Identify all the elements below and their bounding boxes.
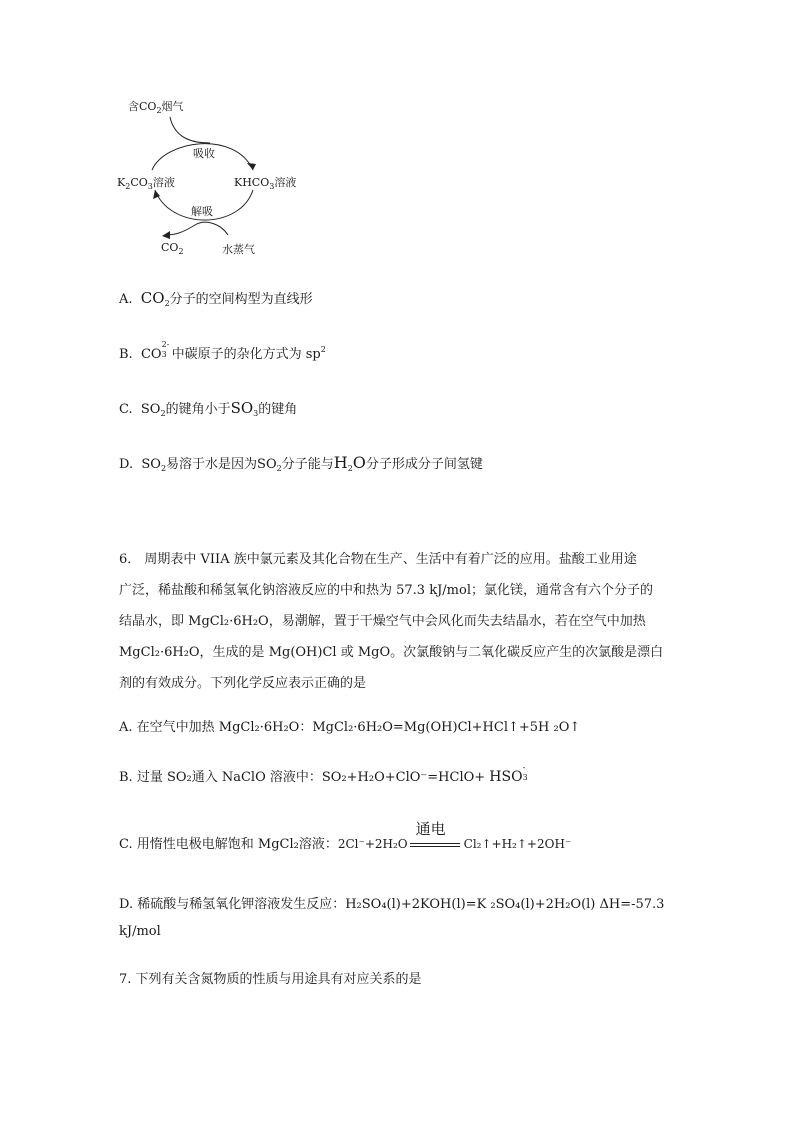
flue-gas-sub: 2: [156, 106, 162, 115]
q6-option-b: [119, 763, 531, 785]
flue-gas-prefix: 含CO: [128, 100, 157, 113]
q5-d-f1: SO: [141, 457, 161, 472]
q5-c-f1: SO: [140, 402, 161, 417]
q5-d-s3: 2: [347, 464, 353, 473]
co2-out-arrowhead: [162, 231, 170, 239]
q5-a-text: 分子的空间构型为直线形: [169, 292, 313, 307]
q5-d-end: 分子形成分子间氢键: [365, 457, 483, 472]
q5-c-mid: 的键角小于: [165, 402, 231, 417]
absorb-arrowhead: [247, 163, 256, 170]
q5-b-sup: 2-: [161, 340, 170, 349]
q6-b-text: B. 过量 SO₂通入 NaClO 溶液中：SO₂+H₂O+ClO⁻=HClO+: [119, 770, 490, 785]
q5-b-letter: B.: [119, 347, 133, 362]
q6-stem-line-2: 广泛，稀盐酸和稀氢氧化钠溶液反应的中和热为 57.3 kJ/mol；氯化镁，通常含有六个分子的: [119, 583, 653, 598]
q6-c-eq-line-bottom: [410, 846, 460, 847]
k2co3-k: K: [117, 176, 126, 189]
q5-d-s1: 2: [160, 464, 167, 473]
q6-option-d-line-1: D. 稀硫酸与稀氢氧化钾溶液发生反应：H₂SO₄(l)+2KOH(l)=K ₂SO₄(l)+2H₂O(l) ΔH=-57.3: [119, 897, 665, 912]
k2co3-sub2: 3: [147, 182, 153, 191]
q5-c-s2: 3: [253, 409, 259, 418]
q6-stem-line-5: 剂的有效成分。下列化学反应表示正确的是: [119, 676, 367, 691]
q6-c-text: C. 用惰性电极电解饱和 MgCl₂溶液：: [119, 837, 338, 852]
flue-gas-inflow-arc: [170, 117, 210, 143]
diagram-label-absorb: 吸收: [193, 147, 215, 160]
q5-d-f3: H: [333, 453, 348, 472]
q5-a-sub: 2: [164, 299, 170, 308]
q5-a-formula: CO: [140, 289, 165, 307]
q5-d-mid1: 易溶于水是因为: [166, 457, 258, 472]
q5-option-d: [119, 453, 483, 473]
q5-c-letter: C.: [119, 402, 133, 417]
k2co3-sub1: 2: [125, 182, 131, 191]
q5-d-s2: 2: [276, 464, 282, 473]
q5-b-sub: 3: [161, 350, 167, 359]
q6-c-condition: 通电: [415, 819, 446, 838]
q6-option-a: A. 在空气中加热 MgCl₂·6H₂O：MgCl₂·6H₂O=Mg(OH)Cl+HCl↑+5H ₂O↑: [119, 720, 581, 735]
q5-d-letter: D.: [119, 457, 134, 472]
khco3-suffix: 溶液: [274, 176, 297, 189]
q5-option-a: [119, 288, 313, 308]
q6-stem-line-3: 结晶水，即 MgCl₂·6H₂O，易潮解，置于干燥空气中会风化而失去结晶水，若在空气中加热: [119, 614, 646, 629]
q5-d-f3b: O: [352, 453, 366, 472]
khco3-sub: 3: [269, 182, 275, 191]
diagram-label-flue-gas: [128, 98, 184, 115]
q6-b-sub: 3: [522, 773, 528, 782]
q6-stem-line-1: 6． 周期表中 VIIA 族中氯元素及其化合物在生产、生活中有着广泛的应用。盐酸工业用途: [119, 552, 637, 567]
q5-option-c: [119, 398, 297, 418]
co2-prefix: CO: [161, 241, 179, 254]
q5-c-end: 的键角: [258, 402, 298, 417]
steam-co2-arc: [165, 222, 228, 235]
diagram-label-khco3: [234, 174, 296, 191]
q6-c-electrolysis-sign: [408, 819, 464, 852]
q5-a-letter: A.: [119, 292, 133, 307]
diagram-label-steam: 水蒸气: [222, 243, 255, 256]
q5-c-f2: SO: [230, 399, 254, 417]
diagram-label-co2: [161, 241, 184, 256]
diagram-label-k2co3: [117, 174, 175, 191]
q5-b-subsup: [161, 340, 172, 359]
q5-c-s1: 2: [160, 409, 166, 418]
khco3-prefix: KHCO: [234, 176, 270, 189]
q5-b-sup2: 2: [320, 345, 326, 354]
q5-option-b: [119, 340, 326, 362]
q6-c-left: 2Cl⁻+2H₂O: [337, 837, 408, 851]
diagram-label-desorb: 解吸: [191, 205, 213, 218]
k2co3-co: CO: [130, 176, 148, 189]
q6-b-sup: -: [522, 763, 526, 772]
q5-d-mid2: 分子能与: [281, 457, 334, 472]
q6-b-hso: HSO: [489, 769, 523, 785]
q6-stem-line-4: MgCl₂·6H₂O，生成的是 Mg(OH)Cl 或 MgO。次氯酸钠与二氧化碳反应产生的次氯酸是漂白: [119, 645, 664, 660]
q6-option-d-line-2: kJ/mol: [119, 924, 161, 939]
q6-c-eq-line-top: [410, 843, 460, 844]
q5-b-text: 中碳原子的杂化方式为 sp: [171, 347, 321, 362]
q7-stem: 7. 下列有关含氮物质的性质与用途具有对应关系的是: [119, 972, 422, 987]
q5-b-formula: CO: [140, 347, 162, 362]
q6-b-subsup: [522, 763, 531, 782]
flue-gas-suffix: 烟气: [161, 100, 184, 113]
q6-c-right: Cl₂↑+H₂↑+2OH⁻: [463, 837, 572, 851]
q6-option-c: [119, 819, 572, 852]
co2-sub: 2: [178, 247, 184, 256]
q5-d-f2: SO: [257, 457, 277, 472]
k2co3-suffix: 溶液: [152, 176, 175, 189]
